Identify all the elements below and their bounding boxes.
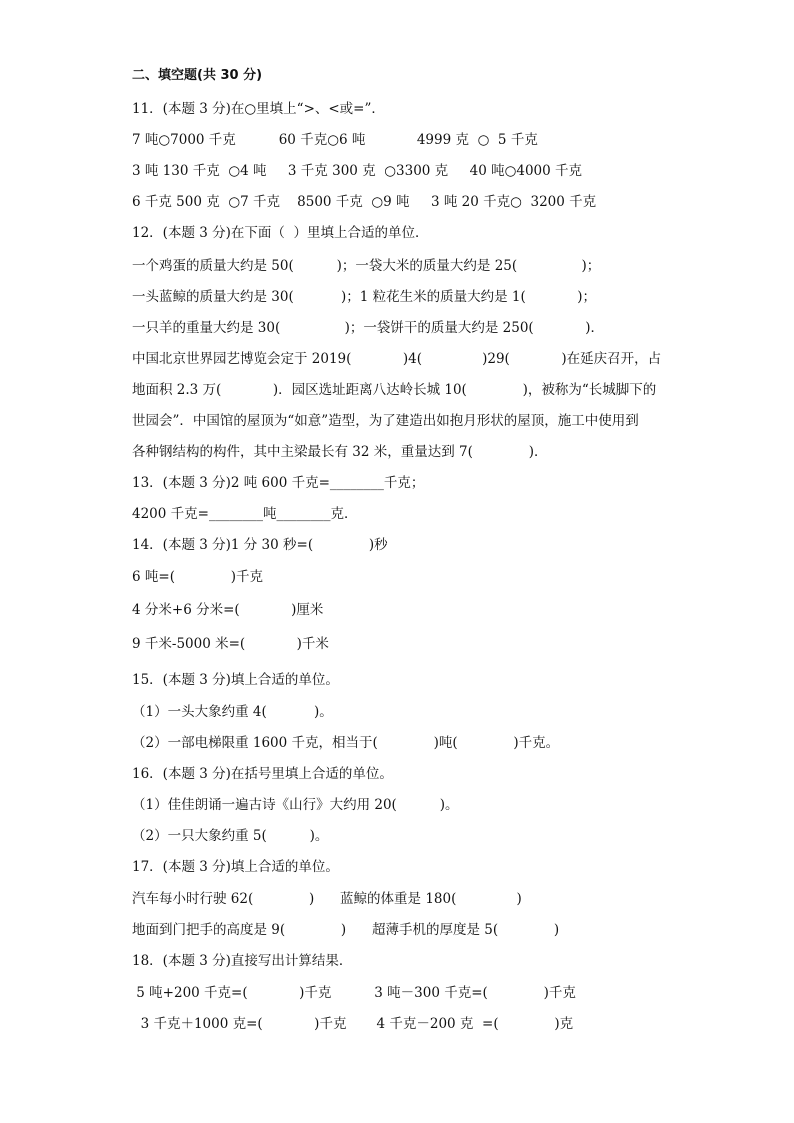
- question-18-line-1: 5 吨+200 千克=( )千克 3 吨－300 千克=( )千克: [132, 985, 576, 1001]
- question-14-line-2: 6 吨=( )千克: [132, 569, 264, 585]
- question-12-line-3: 一只羊的重量大约是 30( )；一袋饼干的质量大约是 250( )．: [132, 320, 604, 336]
- question-12-passage-3: 世园会”．中国馆的屋顶为“如意”造型，为了建造出如抱月形状的屋顶，施工中使用到: [132, 413, 639, 429]
- question-12-passage-1: 中国北京世界园艺博览会定于 2019( )4( )29( )在延庆召开，占: [132, 351, 662, 367]
- question-17-line-1: 汽车每小时行驶 62( ) 蓝鲸的体重是 180( ): [132, 891, 522, 907]
- question-14-line-3: 4 分米+6 分米=( )厘米: [132, 602, 324, 618]
- question-16-item-2: （2）一只大象约重 5( )。: [132, 828, 329, 844]
- section-title: 二、填空题(共 30 分): [132, 68, 263, 83]
- question-11-row-1: 7 吨○7000 千克 60 千克○6 吨 4999 克 ○ 5 千克: [132, 132, 538, 148]
- question-14-line-4: 9 千米-5000 米=( )千米: [132, 636, 329, 652]
- question-15-item-1: （1）一头大象约重 4( )。: [132, 704, 333, 720]
- question-12-passage-2: 地面积 2.3 万( )．园区选址距离八达岭长城 10( )，被称为“长城脚下的: [132, 382, 657, 398]
- question-13-prompt: 13．(本题 3 分)2 吨 600 千克=________千克；: [132, 475, 425, 491]
- question-12-prompt: 12．(本题 3 分)在下面（ ）里填上合适的单位．: [132, 225, 429, 241]
- question-12-passage-4: 各种钢结构的构件，其中主梁最长有 32 米，重量达到 7( )．: [132, 444, 548, 460]
- question-12-line-2: 一头蓝鲸的质量大约是 30( )；1 粒花生米的质量大约是 1( )；: [132, 289, 596, 305]
- question-17-line-2: 地面到门把手的高度是 9( ) 超薄手机的厚度是 5( ): [132, 922, 560, 938]
- question-11-row-3: 6 千克 500 克 ○7 千克 8500 千克 ○9 吨 3 吨 20 千克○ 3200 千克: [132, 194, 597, 210]
- question-13-line-2: 4200 千克=________吨________克．: [132, 506, 358, 522]
- question-16-item-1: （1）佳佳朗诵一遍古诗《山行》大约用 20( )。: [132, 797, 459, 813]
- question-11-prompt: 11．(本题 3 分)在○里填上“>、<或=”．: [132, 101, 385, 117]
- question-14-prompt: 14．(本题 3 分)1 分 30 秒=( )秒: [132, 537, 388, 553]
- question-18-line-2: 3 千克＋1000 克=( )千克 4 千克－200 克 =( )克: [132, 1016, 574, 1032]
- question-11-row-2: 3 吨 130 千克 ○4 吨 3 千克 300 克 ○3300 克 40 吨○4000 千克: [132, 163, 583, 179]
- question-18-prompt: 18．(本题 3 分)直接写出计算结果．: [132, 953, 353, 969]
- question-12-line-1: 一个鸡蛋的质量大约是 50( )；一袋大米的质量大约是 25( )；: [132, 258, 601, 274]
- question-16-prompt: 16．(本题 3 分)在括号里填上合适的单位。: [132, 766, 393, 782]
- question-15-item-2: （2）一部电梯限重 1600 千克，相当于( )吨( )千克。: [132, 735, 560, 751]
- question-17-prompt: 17．(本题 3 分)填上合适的单位。: [132, 859, 339, 875]
- question-15-prompt: 15．(本题 3 分)填上合适的单位。: [132, 672, 339, 688]
